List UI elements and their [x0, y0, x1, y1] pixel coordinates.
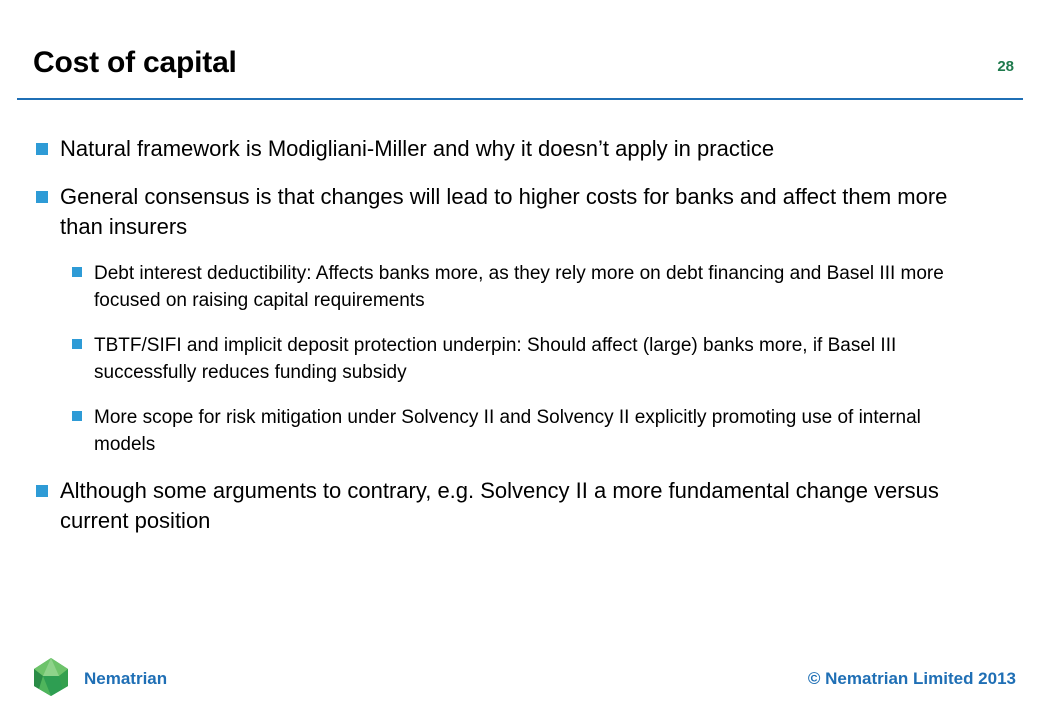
- list-item: [0, 332, 1040, 386]
- list-item-text: Natural framework is Modigliani-Miller and why it doesn’t apply in practice: [60, 136, 775, 161]
- bullet-square-icon: [36, 191, 48, 203]
- slide-footer: [0, 640, 1040, 720]
- bullet-square-icon: [36, 143, 48, 155]
- list-item-text: General consensus is that changes will lead to higher costs for banks and affect them more than insurers: [60, 184, 948, 239]
- list-item: [0, 260, 1040, 314]
- list-item: [0, 404, 1040, 458]
- list-item-text: More scope for risk mitigation under Solvency II and Solvency II explicitly promoting use of internal models: [94, 407, 921, 455]
- bullet-square-icon: [36, 485, 48, 497]
- page-title: Cost of capital: [33, 46, 237, 79]
- page-number: 28: [997, 58, 1014, 75]
- slide-header: [0, 46, 1040, 102]
- header-divider: [17, 98, 1023, 100]
- list-item: [0, 476, 1040, 536]
- bullet-square-icon: [72, 411, 82, 421]
- slide-body: [0, 134, 1040, 554]
- brand-name: Nematrian: [84, 669, 168, 688]
- bullet-square-icon: [72, 267, 82, 277]
- bullet-square-icon: [72, 339, 82, 349]
- list-item-text: Although some arguments to contrary, e.g. Solvency II a more fundamental change versus current position: [60, 478, 939, 533]
- list-item-text: Debt interest deductibility: Affects banks more, as they rely more on debt financing and Basel III more focused on raising capital requirements: [94, 263, 944, 311]
- list-item: [0, 134, 1040, 164]
- polyhedron-logo-icon: [30, 656, 72, 698]
- list-item-text: TBTF/SIFI and implicit deposit protection underpin: Should affect (large) banks more, if Basel III successfully reduces funding subsidy: [94, 335, 897, 383]
- list-item: [0, 182, 1040, 242]
- copyright-notice: © Nematrian Limited 2013: [807, 669, 1016, 688]
